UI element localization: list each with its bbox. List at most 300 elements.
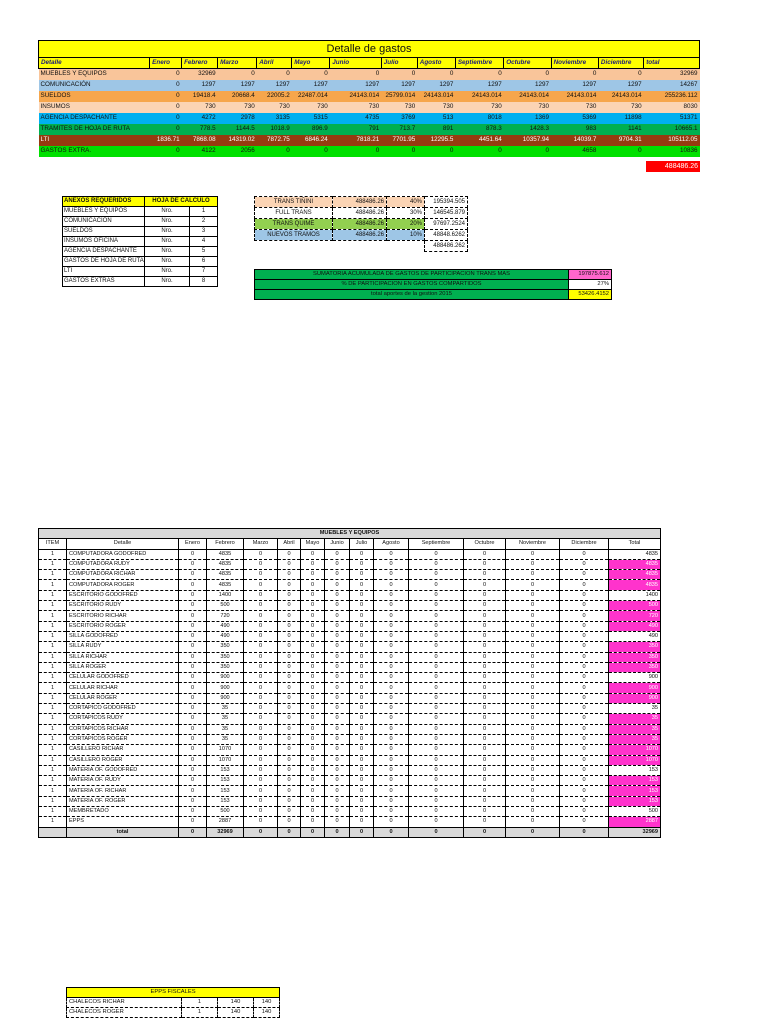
trans-label: FULL TRANS bbox=[255, 208, 333, 219]
muebles-cell: 0 bbox=[179, 549, 207, 559]
muebles-header-cell: Julio bbox=[350, 539, 374, 549]
detalle-row bbox=[39, 113, 700, 124]
epps-cell: 140 bbox=[218, 998, 254, 1008]
muebles-detail: ESCRITORIO RICHAR bbox=[67, 611, 179, 621]
muebles-cell: 0 bbox=[179, 755, 207, 765]
muebles-header-cell: Marzo bbox=[244, 539, 278, 549]
muebles-cell: 0 bbox=[374, 580, 409, 590]
muebles-cell: 0 bbox=[464, 683, 506, 693]
muebles-cell: 0 bbox=[374, 662, 409, 672]
detalle-cell: 1297 bbox=[201, 81, 216, 88]
muebles-row bbox=[39, 755, 661, 765]
detalle-row-label: GASTOS EXTRA. bbox=[40, 147, 92, 154]
muebles-cell: 0 bbox=[350, 580, 374, 590]
detalle-cell: 0 bbox=[449, 70, 454, 78]
muebles-cell: 0 bbox=[325, 817, 350, 827]
detalle-cell: 3769 bbox=[401, 114, 416, 121]
detalle-cell: 4735 bbox=[365, 114, 380, 121]
detalle-cell: 0 bbox=[638, 147, 642, 154]
detalle-cell: 51371 bbox=[679, 114, 698, 121]
muebles-cell: 0 bbox=[560, 693, 609, 703]
muebles-cell: 1 bbox=[39, 642, 67, 652]
muebles-cell: 0 bbox=[244, 683, 278, 693]
muebles-cell: 1 bbox=[39, 745, 67, 755]
muebles-cell: 0 bbox=[374, 631, 409, 641]
trans-value: 488486.26 bbox=[333, 208, 387, 219]
trans-label: NUEVOS TRAMOS bbox=[255, 230, 333, 241]
muebles-cell: 0 bbox=[278, 601, 301, 611]
muebles-cell: 0 bbox=[301, 724, 325, 734]
epps-row bbox=[67, 998, 280, 1008]
detalle-cell: 5315 bbox=[313, 114, 328, 121]
muebles-footer-cell: 0 bbox=[278, 827, 301, 837]
detalle-cell: 0 bbox=[375, 147, 380, 154]
muebles-cell: 0 bbox=[244, 714, 278, 724]
muebles-cell: 0 bbox=[350, 611, 374, 621]
anexo-cell: Nro. bbox=[145, 247, 190, 257]
muebles-cell: 0 bbox=[325, 714, 350, 724]
muebles-cell: 35 bbox=[207, 714, 244, 724]
muebles-cell: 0 bbox=[179, 807, 207, 817]
muebles-cell: 0 bbox=[244, 817, 278, 827]
detalle-cell: 0 bbox=[286, 70, 290, 78]
detalle-cell: 730 bbox=[631, 103, 642, 110]
muebles-cell: 0 bbox=[244, 704, 278, 714]
detalle-header-cell: Abril bbox=[257, 58, 292, 69]
muebles-detail: ESCRITORIO RUDY bbox=[67, 601, 179, 611]
muebles-cell: 0 bbox=[325, 570, 350, 580]
detalle-cell: 0 bbox=[176, 92, 180, 99]
muebles-cell: 0 bbox=[179, 642, 207, 652]
muebles-cell: 1 bbox=[39, 755, 67, 765]
muebles-header-cell: Agosto bbox=[374, 539, 409, 549]
muebles-cell: 0 bbox=[244, 693, 278, 703]
muebles-cell: 0 bbox=[560, 714, 609, 724]
muebles-detail: ESCRITORIO GODOFRED bbox=[67, 590, 179, 600]
muebles-cell: 0 bbox=[464, 796, 506, 806]
muebles-cell: 0 bbox=[409, 693, 464, 703]
detalle-gastos-table bbox=[38, 40, 700, 157]
detalle-cell: 0 bbox=[411, 147, 416, 154]
detalle-header-cell: Mayo bbox=[292, 58, 330, 69]
anexo-row bbox=[63, 267, 218, 277]
muebles-detail: COMPUTADORA RICHAR bbox=[67, 570, 179, 580]
muebles-cell: 500 bbox=[207, 807, 244, 817]
muebles-cell: 0 bbox=[301, 642, 325, 652]
muebles-header-cell: Junio bbox=[325, 539, 350, 549]
muebles-cell: 0 bbox=[506, 693, 560, 703]
muebles-cell: 0 bbox=[464, 631, 506, 641]
muebles-cell: 0 bbox=[179, 704, 207, 714]
anexo-label: LTI bbox=[63, 267, 145, 277]
anexo-cell: 1 bbox=[190, 207, 218, 217]
muebles-cell: 0 bbox=[506, 570, 560, 580]
anexo-cell: 5 bbox=[190, 247, 218, 257]
muebles-cell: 0 bbox=[409, 776, 464, 786]
muebles-cell: 0 bbox=[409, 807, 464, 817]
detalle-cell: 20668.4 bbox=[231, 92, 255, 99]
muebles-footer-cell: 0 bbox=[409, 827, 464, 837]
muebles-footer-cell: 0 bbox=[560, 827, 609, 837]
muebles-cell: 0 bbox=[374, 817, 409, 827]
epps-cell: 140 bbox=[254, 1008, 280, 1018]
muebles-footer-cell: 0 bbox=[325, 827, 350, 837]
muebles-detail: COMPUTADORA GODOFRED bbox=[67, 549, 179, 559]
muebles-cell: 0 bbox=[244, 590, 278, 600]
detalle-cell: 22487.014 bbox=[298, 92, 328, 99]
muebles-cell: 0 bbox=[506, 580, 560, 590]
muebles-cell: 0 bbox=[301, 673, 325, 683]
muebles-cell: 0 bbox=[244, 631, 278, 641]
muebles-cell: 0 bbox=[325, 796, 350, 806]
muebles-cell: 35 bbox=[207, 734, 244, 744]
muebles-cell: 0 bbox=[506, 559, 560, 569]
muebles-cell: 4835 bbox=[207, 549, 244, 559]
muebles-cell: 0 bbox=[325, 621, 350, 631]
muebles-cell: 0 bbox=[325, 786, 350, 796]
detalle-row bbox=[39, 102, 700, 113]
muebles-cell: 0 bbox=[350, 724, 374, 734]
muebles-cell: 0 bbox=[560, 807, 609, 817]
muebles-detail: CORTAPICOS ROGER bbox=[67, 734, 179, 744]
detalle-cell: 10665.1 bbox=[674, 125, 698, 132]
muebles-cell: 0 bbox=[374, 765, 409, 775]
detalle-cell: 1297 bbox=[487, 81, 502, 88]
detalle-cell: 0 bbox=[176, 114, 180, 121]
detalle-cell: 7818.21 bbox=[356, 136, 380, 143]
muebles-cell: 35 bbox=[207, 704, 244, 714]
muebles-header-cell: Septiembre bbox=[409, 539, 464, 549]
muebles-cell: 1 bbox=[39, 673, 67, 683]
muebles-cell: 1 bbox=[39, 704, 67, 714]
muebles-row bbox=[39, 724, 661, 734]
muebles-cell: 0 bbox=[560, 776, 609, 786]
muebles-cell: 0 bbox=[244, 786, 278, 796]
muebles-cell: 0 bbox=[506, 662, 560, 672]
epps-row bbox=[67, 1008, 280, 1018]
detalle-cell: 10836 bbox=[679, 147, 698, 154]
sumatoria-label: total aportes de la gestion 2015 bbox=[255, 290, 569, 300]
muebles-cell: 4835 bbox=[609, 549, 661, 559]
muebles-cell: 0 bbox=[179, 734, 207, 744]
anexo-row bbox=[63, 217, 218, 227]
muebles-row bbox=[39, 662, 661, 672]
muebles-cell: 0 bbox=[179, 776, 207, 786]
muebles-cell: 0 bbox=[374, 642, 409, 652]
muebles-row bbox=[39, 642, 661, 652]
muebles-cell: 0 bbox=[506, 704, 560, 714]
muebles-row bbox=[39, 611, 661, 621]
anexo-row bbox=[63, 277, 218, 287]
muebles-cell: 0 bbox=[350, 796, 374, 806]
muebles-cell: 1 bbox=[39, 662, 67, 672]
muebles-detail: CELULAR ROGER bbox=[67, 693, 179, 703]
muebles-cell: 1 bbox=[39, 724, 67, 734]
muebles-cell: 0 bbox=[350, 817, 374, 827]
detalle-cell: 19418.4 bbox=[192, 92, 216, 99]
muebles-cell: 0 bbox=[374, 683, 409, 693]
muebles-cell: 1 bbox=[39, 590, 67, 600]
detalle-cell: 105112.05 bbox=[668, 136, 698, 143]
muebles-cell: 0 bbox=[464, 807, 506, 817]
muebles-cell: 0 bbox=[179, 652, 207, 662]
muebles-cell: 0 bbox=[560, 642, 609, 652]
muebles-footer-row bbox=[39, 827, 661, 837]
muebles-cell: 0 bbox=[244, 796, 278, 806]
muebles-cell: 0 bbox=[301, 559, 325, 569]
muebles-header-cell: Enero bbox=[179, 539, 207, 549]
muebles-cell: 0 bbox=[301, 652, 325, 662]
muebles-cell: 0 bbox=[244, 776, 278, 786]
muebles-cell: 0 bbox=[464, 693, 506, 703]
trans-row bbox=[255, 197, 468, 208]
muebles-detail: CASILLERO RICHAR bbox=[67, 745, 179, 755]
muebles-cell: 0 bbox=[464, 580, 506, 590]
muebles-cell: 0 bbox=[278, 590, 301, 600]
muebles-cell: 0 bbox=[464, 704, 506, 714]
muebles-cell: 0 bbox=[244, 765, 278, 775]
anexo-cell: 4 bbox=[190, 237, 218, 247]
detalle-row-label: AGENCIA DESPACHANTE bbox=[40, 114, 118, 121]
muebles-cell: 0 bbox=[179, 796, 207, 806]
muebles-cell: 0 bbox=[506, 683, 560, 693]
muebles-cell: 0 bbox=[506, 652, 560, 662]
detalle-cell: 255236.112 bbox=[664, 92, 698, 99]
muebles-cell: 0 bbox=[301, 590, 325, 600]
muebles-cell: 0 bbox=[244, 662, 278, 672]
muebles-row bbox=[39, 559, 661, 569]
muebles-row bbox=[39, 704, 661, 714]
trans-result: 48848.6262 bbox=[425, 230, 468, 241]
muebles-cell: 0 bbox=[325, 652, 350, 662]
muebles-cell: 0 bbox=[464, 549, 506, 559]
detalle-header-cell: Enero bbox=[150, 58, 182, 69]
anexo-label: INSUMOS OFICINA bbox=[63, 237, 145, 247]
muebles-cell: 0 bbox=[409, 642, 464, 652]
detalle-cell: 983 bbox=[585, 125, 597, 132]
muebles-cell: 350 bbox=[609, 642, 661, 652]
detalle-header-cell: Noviembre bbox=[551, 58, 598, 69]
muebles-cell: 0 bbox=[350, 570, 374, 580]
muebles-cell: 153 bbox=[609, 776, 661, 786]
detalle-cell: 9704.31 bbox=[618, 136, 642, 143]
epps-title: EPPS FISCALES bbox=[67, 988, 280, 998]
muebles-cell: 1 bbox=[39, 621, 67, 631]
muebles-footer-cell: 32969 bbox=[207, 827, 244, 837]
detalle-cell: 14039.7 bbox=[573, 136, 597, 143]
detalle-cell: 730 bbox=[585, 103, 597, 110]
anexo-cell: 8 bbox=[190, 277, 218, 287]
detalle-cell: 4658 bbox=[582, 147, 597, 154]
detalle-row-label: SUELDOS bbox=[40, 92, 71, 99]
detalle-cell: 730 bbox=[244, 103, 255, 110]
anexo-cell: 7 bbox=[190, 267, 218, 277]
trans-pct: 10% bbox=[387, 230, 425, 241]
detalle-cell: 32969 bbox=[679, 70, 698, 78]
muebles-cell: 0 bbox=[244, 611, 278, 621]
anexos-header-1: ANEXOS REQUERIDOS bbox=[63, 197, 145, 207]
muebles-footer-cell: 0 bbox=[506, 827, 560, 837]
muebles-cell: 1400 bbox=[207, 590, 244, 600]
muebles-cell: 0 bbox=[506, 755, 560, 765]
muebles-cell: 0 bbox=[325, 601, 350, 611]
muebles-cell: 1 bbox=[39, 734, 67, 744]
detalle-cell: 10357.94 bbox=[522, 136, 550, 143]
muebles-cell: 0 bbox=[409, 652, 464, 662]
muebles-cell: 0 bbox=[374, 673, 409, 683]
detalle-cell: 513 bbox=[442, 114, 454, 121]
muebles-cell: 153 bbox=[207, 786, 244, 796]
muebles-cell: 0 bbox=[350, 662, 374, 672]
detalle-cell: 1297 bbox=[313, 81, 328, 88]
trans-label: TRANS QUIME bbox=[255, 219, 333, 230]
muebles-row bbox=[39, 549, 661, 559]
muebles-cell: 2887 bbox=[207, 817, 244, 827]
detalle-cell: 24143.014 bbox=[423, 92, 454, 99]
muebles-header-cell: Febrero bbox=[207, 539, 244, 549]
detalle-cell: 24143.014 bbox=[519, 92, 550, 99]
muebles-row bbox=[39, 745, 661, 755]
muebles-cell: 0 bbox=[350, 755, 374, 765]
muebles-detail: MATERIA OF. ROGER bbox=[67, 796, 179, 806]
muebles-detail: MATERIA OF. RICHAR bbox=[67, 786, 179, 796]
detalle-cell: 0 bbox=[176, 70, 180, 78]
muebles-row bbox=[39, 776, 661, 786]
muebles-cell: 0 bbox=[301, 662, 325, 672]
grand-total: 488486.26 bbox=[646, 161, 700, 172]
detalle-header-cell: Detalle bbox=[39, 58, 150, 69]
muebles-cell: 0 bbox=[278, 662, 301, 672]
muebles-footer-cell: 0 bbox=[244, 827, 278, 837]
muebles-cell: 0 bbox=[244, 549, 278, 559]
muebles-row bbox=[39, 683, 661, 693]
muebles-cell: 0 bbox=[374, 786, 409, 796]
sumatoria-label: SUMATORIA ACUMULADA DE GASTOS DE PARTICIPACION TRANS MAS bbox=[255, 270, 569, 280]
muebles-cell: 0 bbox=[278, 642, 301, 652]
trans-label: TRANS TIÑINI bbox=[255, 197, 333, 208]
detalle-cell: 778.5 bbox=[199, 125, 216, 132]
muebles-cell: 0 bbox=[301, 621, 325, 631]
detalle-header-cell: total bbox=[644, 58, 700, 69]
muebles-cell: 0 bbox=[374, 559, 409, 569]
muebles-cell: 0 bbox=[560, 765, 609, 775]
muebles-cell: 0 bbox=[350, 590, 374, 600]
muebles-cell: 0 bbox=[244, 724, 278, 734]
detalle-cell: 22005.2 bbox=[266, 92, 290, 99]
muebles-row bbox=[39, 621, 661, 631]
muebles-cell: 0 bbox=[350, 549, 374, 559]
muebles-cell: 0 bbox=[374, 734, 409, 744]
detalle-cell: 8030 bbox=[683, 103, 698, 110]
muebles-table bbox=[38, 528, 661, 838]
detalle-cell: 0 bbox=[375, 70, 380, 78]
trans-result: 146545.879 bbox=[425, 208, 468, 219]
muebles-cell: 0 bbox=[278, 549, 301, 559]
muebles-cell: 1070 bbox=[609, 745, 661, 755]
muebles-cell: 0 bbox=[350, 704, 374, 714]
muebles-row bbox=[39, 734, 661, 744]
detalle-cell: 0 bbox=[324, 70, 328, 78]
muebles-cell: 0 bbox=[409, 704, 464, 714]
detalle-row-label: TRAMITES DE HOJA DE RUTA bbox=[40, 125, 130, 132]
muebles-cell: 4835 bbox=[207, 580, 244, 590]
muebles-cell: 0 bbox=[409, 796, 464, 806]
muebles-cell: 0 bbox=[560, 745, 609, 755]
muebles-cell: 0 bbox=[301, 796, 325, 806]
muebles-cell: 720 bbox=[207, 611, 244, 621]
muebles-cell: 0 bbox=[325, 776, 350, 786]
muebles-cell: 0 bbox=[374, 652, 409, 662]
muebles-cell: 1 bbox=[39, 796, 67, 806]
muebles-footer-cell: total bbox=[67, 827, 179, 837]
muebles-row bbox=[39, 652, 661, 662]
muebles-cell: 490 bbox=[609, 631, 661, 641]
anexo-label: AGENCIA DESPACHANTE bbox=[63, 247, 145, 257]
sumatoria-value: 27% bbox=[569, 280, 612, 290]
muebles-cell: 900 bbox=[609, 673, 661, 683]
muebles-cell: 0 bbox=[325, 683, 350, 693]
muebles-cell: 0 bbox=[409, 580, 464, 590]
detalle-row bbox=[39, 135, 700, 146]
muebles-cell: 0 bbox=[560, 559, 609, 569]
detalle-cell: 730 bbox=[317, 103, 328, 110]
muebles-footer-cell bbox=[39, 827, 67, 837]
detalle-cell: 2978 bbox=[240, 114, 255, 121]
detalle-cell: 4451.64 bbox=[478, 136, 502, 143]
muebles-cell: 0 bbox=[244, 601, 278, 611]
muebles-cell: 0 bbox=[409, 590, 464, 600]
muebles-cell: 0 bbox=[374, 714, 409, 724]
muebles-cell: 0 bbox=[560, 683, 609, 693]
detalle-cell: 1297 bbox=[365, 81, 380, 88]
muebles-row bbox=[39, 631, 661, 641]
trans-value: 488486.26 bbox=[333, 197, 387, 208]
muebles-cell: 0 bbox=[506, 642, 560, 652]
detalle-cell: 1297 bbox=[275, 81, 290, 88]
muebles-cell: 0 bbox=[560, 549, 609, 559]
muebles-cell: 0 bbox=[409, 817, 464, 827]
muebles-header-cell: ITEM bbox=[39, 539, 67, 549]
muebles-body bbox=[39, 549, 661, 827]
anexos-header-row bbox=[63, 197, 218, 207]
muebles-cell: 0 bbox=[244, 570, 278, 580]
muebles-cell: 0 bbox=[464, 652, 506, 662]
muebles-cell: 0 bbox=[374, 621, 409, 631]
muebles-cell: 0 bbox=[350, 673, 374, 683]
anexo-row bbox=[63, 257, 218, 267]
anexo-cell: Nro. bbox=[145, 227, 190, 237]
trans-total-row bbox=[255, 241, 468, 252]
muebles-cell: 0 bbox=[506, 590, 560, 600]
muebles-cell: 35 bbox=[609, 734, 661, 744]
muebles-cell: 0 bbox=[409, 683, 464, 693]
muebles-cell: 0 bbox=[278, 580, 301, 590]
muebles-cell: 0 bbox=[409, 549, 464, 559]
detalle-cell: 4272 bbox=[201, 114, 216, 121]
muebles-cell: 0 bbox=[325, 724, 350, 734]
anexo-cell: 2 bbox=[190, 217, 218, 227]
detalle-cell: 24143.014 bbox=[611, 92, 642, 99]
muebles-row bbox=[39, 817, 661, 827]
muebles-detail: SILLA ROGER bbox=[67, 662, 179, 672]
anexo-row bbox=[63, 207, 218, 217]
detalle-cell: 3135 bbox=[275, 114, 290, 121]
muebles-cell: 0 bbox=[506, 714, 560, 724]
muebles-cell: 0 bbox=[179, 611, 207, 621]
muebles-cell: 350 bbox=[609, 662, 661, 672]
detalle-cell: 0 bbox=[638, 70, 642, 78]
muebles-row bbox=[39, 765, 661, 775]
